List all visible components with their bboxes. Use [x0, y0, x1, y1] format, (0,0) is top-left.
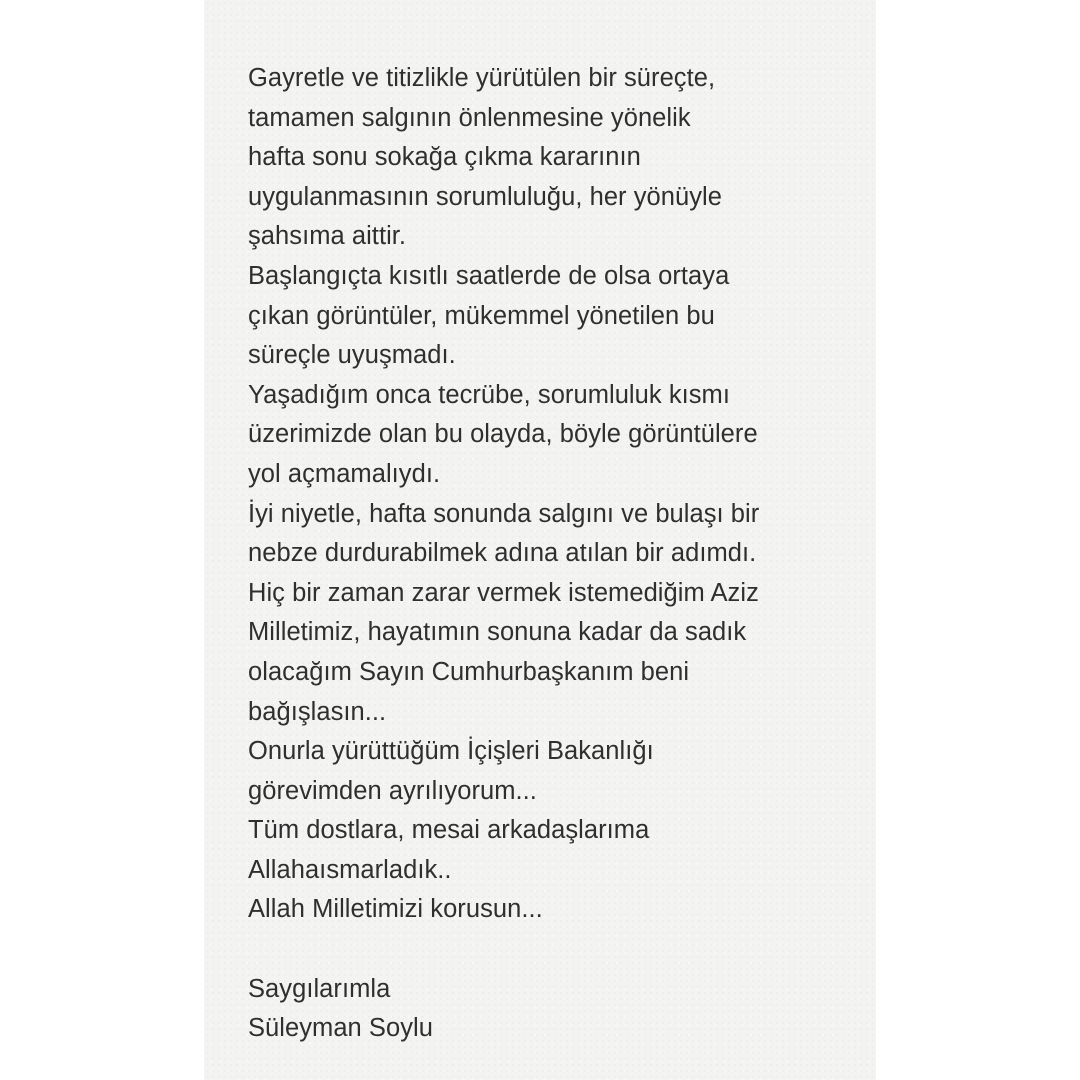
note-line: şahsıma aittir.	[248, 222, 407, 251]
note-line: Hiç bir zaman zarar vermek istemediğim Aziz	[248, 578, 759, 607]
note-line: görevimden ayrılıyorum...	[248, 776, 537, 805]
note-line: nebze durdurabilmek adına atılan bir adımdı.	[248, 539, 757, 568]
note-line: çıkan görüntüler, mükemmel yönetilen bu	[248, 301, 715, 330]
note-line: Tüm dostlara, mesai arkadaşlarıma	[248, 816, 650, 845]
note-line: Gayretle ve titizlikle yürütülen bir süreçte,	[248, 64, 716, 92]
note-line: Allahaısmarladık..	[248, 855, 452, 884]
note-line: üzerimizde olan bu olayda, böyle görüntülere	[248, 420, 758, 449]
signature-text: Süleyman Soylu	[248, 1014, 433, 1043]
note-line: bağışlasın...	[248, 697, 387, 726]
note-line: uygulanmasının sorumluluğu, her yönüyle	[248, 182, 722, 211]
note-line: yol açmamalıydı.	[248, 459, 441, 488]
note-line: Onurla yürüttüğüm İçişleri Bakanlığı	[248, 737, 654, 766]
blank-line	[248, 930, 868, 970]
note-line: Milletimiz, hayatımın sonuna kadar da sadık	[248, 618, 747, 647]
closing-text: Saygılarımla	[248, 974, 391, 1003]
note-line: Yaşadığım onca tecrübe, sorumluluk kısmı	[248, 380, 730, 409]
note-line: Başlangıçta kısıtlı saatlerde de olsa ortaya	[248, 261, 730, 290]
note-line: süreçle uyuşmadı.	[248, 341, 456, 370]
note-line: tamamen salgının önlenmesine yönelik	[248, 103, 691, 132]
note-line: Allah Milletimizi korusun...	[248, 895, 543, 924]
note-text	[248, 59, 868, 1049]
note-line: İyi niyetle, hafta sonunda salgını ve bulaşı bir	[248, 499, 760, 528]
note-line: olacağım Sayın Cumhurbaşkanım beni	[248, 657, 690, 686]
note-line: hafta sonu sokağa çıkma kararının	[248, 143, 641, 172]
